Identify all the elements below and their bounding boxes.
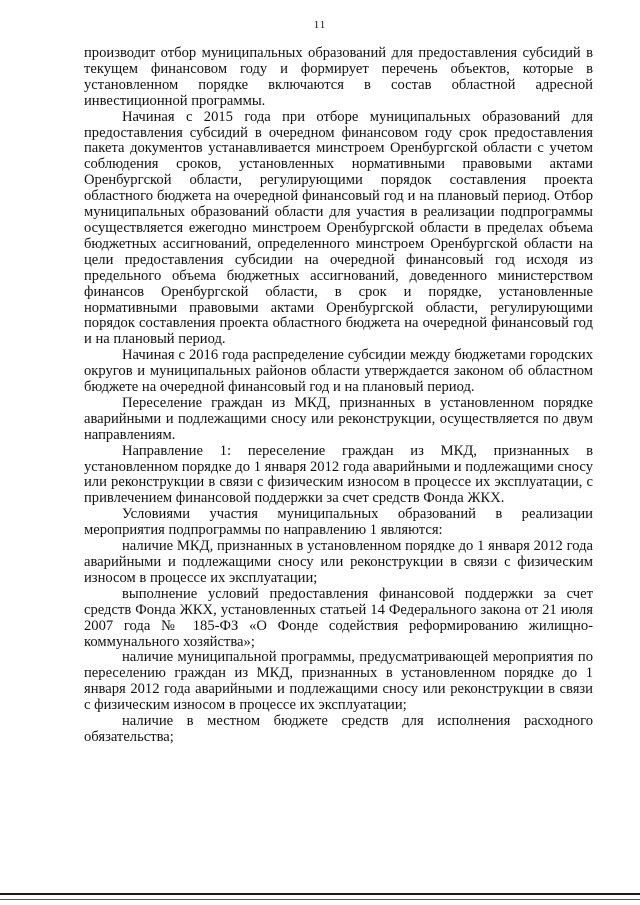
list-item: выполнение условий предоставления финансовой поддержки за счет средств Фонда ЖКХ, установленных статьей 14 Федерального закона от 21 июля 2007 года № 185-ФЗ «О Фонде содействия реформированию жилищно-коммунального хозяйства»;: [84, 585, 593, 650]
list-item: наличие муниципальной программы, предусматривающей мероприятия по переселению граждан из МКД, признанных в установленном порядке до 1 января 2012 года аварийными и подлежащими сносу или реконструкции в связи с физическим износом в процессе их эксплуатации;: [84, 649, 593, 714]
scan-edge-line-thin: [0, 899, 640, 900]
list-item: наличие в местном бюджете средств для исполнения расходного обязательства;: [84, 713, 593, 745]
paragraph: Переселение граждан из МКД, признанных в установленном порядке аварийными и подлежащими сносу или реконструкции, осуществляется по двум направлениям.: [84, 394, 593, 443]
scan-edge-line: [0, 893, 640, 895]
list-item: наличие МКД, признанных в установленном порядке до 1 января 2012 года аварийными и подлежащими сносу или реконструкции в связи с физическим износом в процессе их эксплуатации;: [84, 538, 593, 586]
paragraph: Начиная с 2015 года при отборе муниципальных образований для предоставления субсидий в очередном финансовом году срок предоставления пакета документов устанавливается минстроем Оренбургской области с учетом соблюдения сроков, установленных нормативными правовыми актами Оренбургской области, регулирующими порядок составления проекта областного бюджета на очередной финансовый год и на плановый период. Отбор муниципальных образований области для участия в реализации подпрограммы осуществляется ежегодно минстроем Оренбургской области в пределах объема бюджетных ассигнований, определенного минстроем Оренбургской области на цели предоставления субсидии на очередной финансовый год исходя из предельного объема бюджетных ассигнований, доведенного министерством финансов Оренбургской области, в срок и порядке, установленные нормативными правовыми актами Оренбургской области, регулирующими порядок составления проекта областного бюджета на очередной финансовый год и на плановый период.: [84, 108, 593, 348]
paragraph: Направление 1: переселение граждан из МКД, признанных в установленном порядке до 1 января 2012 года аварийными и подлежащими сносу или реконструкции в связи с физическим износом в процессе их эксплуатации, с привлечением финансовой поддержки за счет средств Фонда ЖКХ.: [84, 442, 593, 507]
page-number: 11: [313, 19, 327, 31]
paragraph: Условиями участия муниципальных образований в реализации мероприятия подпрограммы по направлению 1 являются:: [84, 506, 593, 539]
paragraph: Начиная с 2016 года распределение субсидии между бюджетами городских округов и муниципальных районов области утверждается законом об областном бюджете на очередной финансовый год и на плановый период.: [84, 347, 593, 396]
paragraph: производит отбор муниципальных образований для предоставления субсидий в текущем финансовом году и формирует перечень объектов, которые в установленном порядке включаются в состав областной адресной инвестиционной программы.: [84, 45, 593, 109]
document-body: [84, 46, 593, 746]
